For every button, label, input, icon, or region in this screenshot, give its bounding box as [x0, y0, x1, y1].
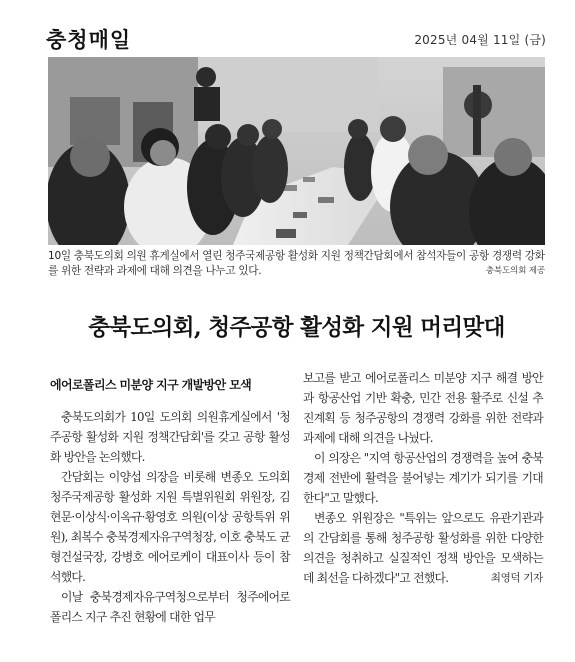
caption-text: 10일 충북도의회 의원 휴게실에서 열린 청주국제공항 활성화 지원 정책간담회에서 참석자들이 공항 경쟁력 강화를 위한 전략과 과제에 대해 의견을 나누고 있다. — [48, 250, 545, 277]
article-paragraph: 충북도의회가 10일 도의회 의원휴게실에서 '청주공항 활성화 지원 정책간담회'를 갖고 공항 활성화 방안을 논의했다. — [50, 410, 290, 464]
article-paragraph: 이날 충북경제자유구역청으로부터 청주에어로폴리스 지구 추진 현황에 대한 업무 — [50, 590, 290, 624]
reporter-byline: 최영덕 기자 — [490, 572, 543, 584]
article-paragraph: 변종오 위원장은 "특위는 앞으로도 유관기관과의 간담회를 통해 청주공항 활성화를 위한 다양한 의견을 청취하고 실질적인 정책 방안을 모색하는 데 최선을 다하겠다"고 전했다. — [303, 511, 543, 585]
article-column-right — [303, 368, 543, 588]
masthead — [46, 24, 546, 54]
news-photo — [48, 57, 545, 245]
publication-date: 2025년 04월 11일 (금) — [414, 33, 546, 47]
photo-caption — [48, 249, 545, 279]
article-headline: 충북도의회, 청주공항 활성화 지원 머리맞대 — [88, 315, 505, 341]
article-column-left — [50, 375, 290, 627]
photo-credit: 충북도의회 제공 — [485, 266, 545, 276]
article-paragraph-continued: 보고를 받고 에어로폴리스 미분양 지구 해결 방안과 항공산업 기반 확충, 민간 전용 활주로 신설 추진계획 등 청주공항의 경쟁력 강화를 위한 전략과 과제에 대해 의견을 나눴다. — [303, 371, 543, 445]
article-paragraph: 이 의장은 "지역 항공산업의 경쟁력을 높여 충북 경제 전반에 활력을 불어넣는 계기가 되기를 기대한다"고 말했다. — [303, 451, 543, 505]
meeting-photo-illustration — [48, 57, 545, 245]
article-paragraph: 간담회는 이양섭 의장을 비롯해 변종오 도의회 청주국제공항 활성화 지원 특별위원회 위원장, 김현문·이상식·이옥규·황영호 의원(이상 공항특위 위원), 최복수 충북경제자유구역청장, 이호 충북도 균형건설국장, 강병호 에어로케이 대표이사 등이 참석했다. — [50, 470, 290, 584]
article-subhead: 에어로폴리스 미분양 지구 개발방안 모색 — [50, 378, 252, 392]
newspaper-logo: 충청매일 — [46, 27, 132, 52]
